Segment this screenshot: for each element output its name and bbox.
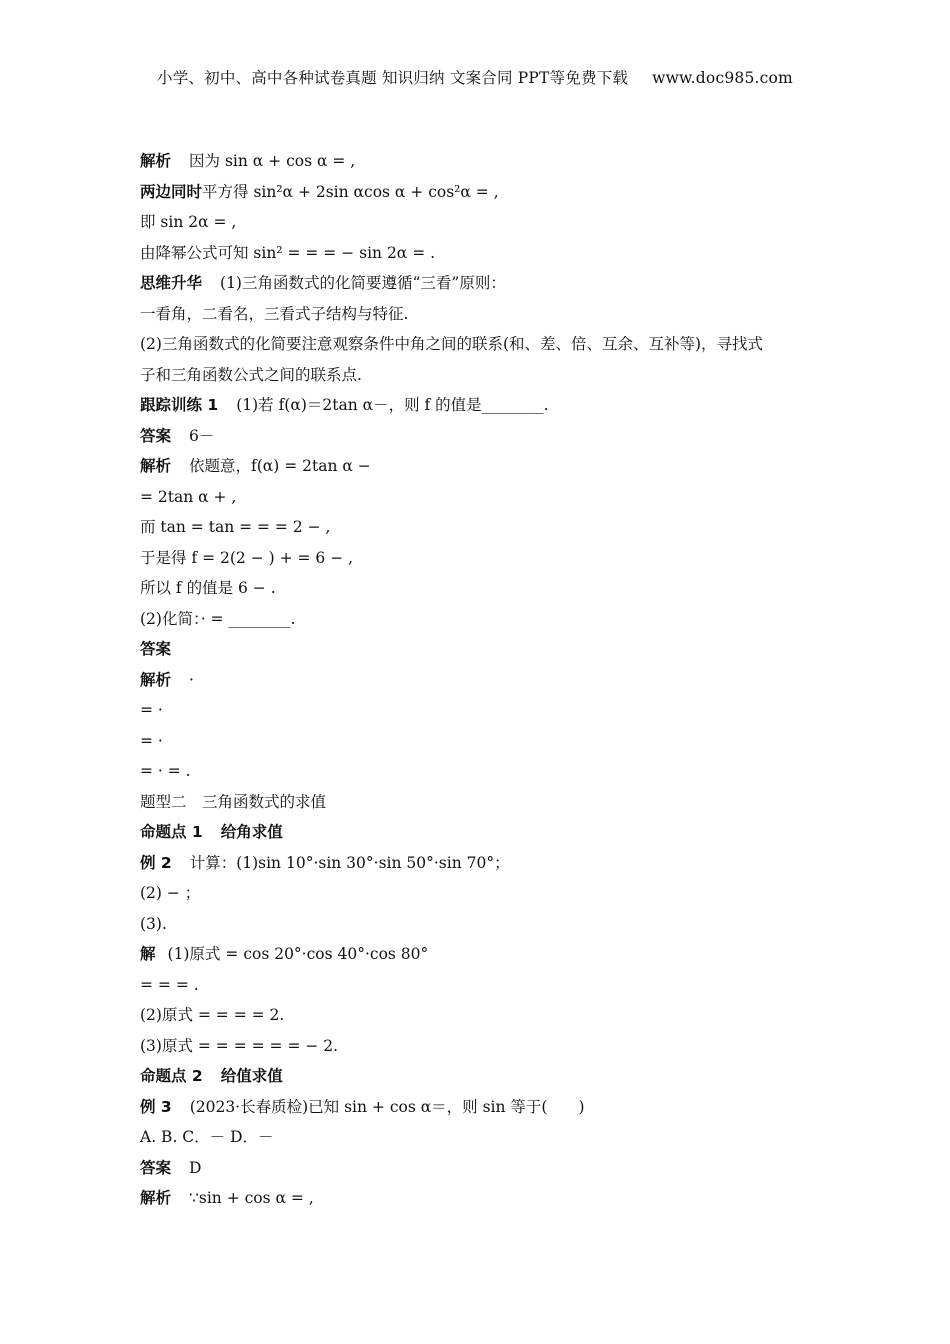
line-text: 平方得 sin²α + 2sin αcos α + cos²α = , [202,182,499,201]
line-text: (2023·长春质检)已知 sin + cos α＝，则 sin 等于( ) [189,1097,585,1116]
line-text: = = = . [140,975,199,994]
line-label: 答案 [140,1158,172,1177]
line-label: 两边同时 [140,182,203,201]
line-text: 而 tan = tan = = = 2 − , [140,518,331,536]
line-label: 解 [140,945,156,963]
line-text: = · [140,731,163,750]
line-text: 6－ [189,426,215,445]
line-text: (2)三角函数式的化简要注意观察条件中角之间的联系(和、差、倍、互余、互补等)，寻找式 [140,335,764,353]
line-label: 命题点 1 [140,823,203,841]
line-text: 一看角，二看名，三看式子结构与特征. [140,304,409,323]
line-text: 于是得 f = 2(2 − ) + = 6 − , [140,548,354,567]
line-text: (3)原式 = = = = = = − 2. [140,1036,339,1055]
text-line [140,878,820,909]
line-text: (2) − ； [140,884,201,902]
text-line [140,360,820,391]
line-label: 例 3 [140,1097,172,1116]
line-text: D [189,1158,202,1177]
line-label: 解析 [140,1189,172,1207]
line-label: 例 2 [140,853,172,872]
line-text: (1)原式 = cos 20°·cos 40°·cos 80° [167,945,429,963]
text-line [140,1031,820,1062]
line-label: 命题点 2 [140,1067,203,1085]
line-text: ∵sin + cos α = , [189,1189,314,1207]
text-line [140,421,820,452]
text-line [140,939,820,970]
text-line [140,1000,820,1031]
text-line [140,848,820,879]
line-label: 解析 [140,670,172,689]
line-text: (2)化简：· = ________. [140,609,296,628]
line-label: 思维升华 [140,274,203,292]
text-line [140,665,820,696]
line-text: A. B. C．－ D．－ [140,1128,274,1146]
text-line [140,756,820,787]
line-label: 答案 [140,426,172,445]
text-line [140,1183,820,1214]
header-site: www.doc985.com [652,69,793,87]
text-line [140,1061,820,1092]
text-line [140,177,820,208]
text-line [140,817,820,848]
text-line [140,207,820,238]
section-heading [140,787,820,818]
text-line [140,543,820,574]
line-text: (2)原式 = = = = 2. [140,1006,285,1024]
text-line [140,909,820,940]
line-text: = · = . [140,762,191,780]
line-text: 给值求值 [220,1067,283,1085]
line-text: 子和三角函数公式之间的联系点. [140,365,362,384]
text-line [140,1092,820,1123]
text-line [140,512,820,543]
line-label: 解析 [140,457,172,475]
line-text: 即 sin 2α = , [140,213,237,231]
line-text: 由降幂公式可知 sin² = = = − sin 2α = . [140,243,436,262]
line-label: 跟踪训练 1 [140,396,219,414]
line-text: · [189,670,194,689]
text-line [140,1153,820,1184]
text-line [140,634,820,665]
line-text: = 2tan α + , [140,487,237,506]
text-line [140,451,820,482]
text-line [140,482,820,513]
document-body [140,146,820,1214]
line-text: (3). [140,914,167,933]
text-line [140,329,820,360]
line-text: = · [140,701,163,719]
text-line [140,268,820,299]
line-label: 解析 [140,152,172,170]
line-text: (1)三角函数式的化简要遵循“三看”原则： [220,274,506,292]
line-label: 答案 [140,640,172,658]
text-line [140,390,820,421]
text-line [140,726,820,757]
text-line [140,604,820,635]
text-line [140,1122,820,1153]
text-line [140,299,820,330]
line-text: 给角求值 [220,823,283,841]
text-line [140,238,820,269]
line-text: 计算：(1)sin 10°·sin 30°·sin 50°·sin 70°； [189,853,510,872]
line-text: 所以 f 的值是 6 − . [140,579,276,597]
line-text: 因为 sin α + cos α = , [189,152,356,170]
text-line [140,695,820,726]
text-line [140,146,820,177]
header-text: 小学、初中、高中各种试卷真题 知识归纳 文案合同 PPT等免费下载 [157,69,629,87]
page-header [0,66,950,88]
line-text: 依题意，f(α) = 2tan α − [189,457,371,475]
text-line [140,573,820,604]
line-text: 题型二 三角函数式的求值 [140,792,327,811]
text-line [140,970,820,1001]
line-text: (1)若 f(α)＝2tan α－，则 f 的值是________. [236,396,549,414]
